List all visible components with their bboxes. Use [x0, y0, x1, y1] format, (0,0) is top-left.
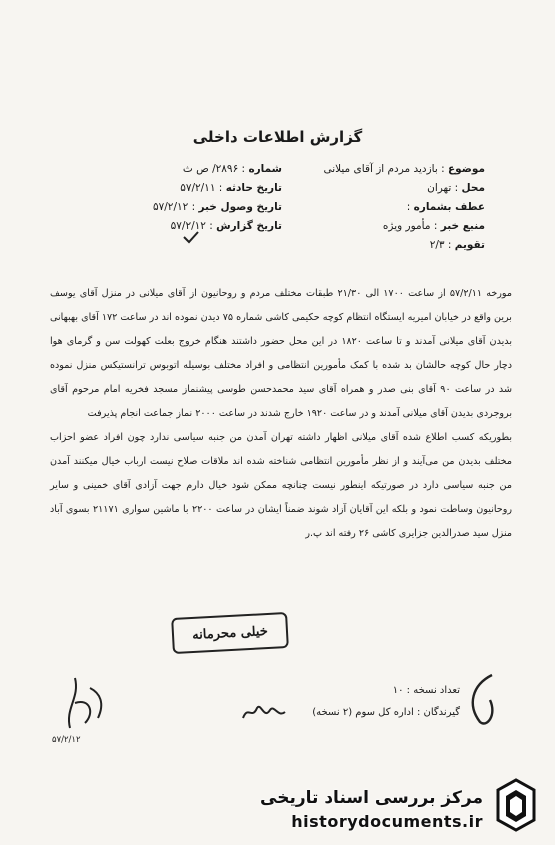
handwritten-tick	[182, 230, 200, 244]
classification-stamp-text: خیلی محرمانه	[191, 623, 269, 643]
report-paragraph-2: بطوریکه کسب اطلاع شده آقای میلانی اظهار داشته تهران آمدن من جنبه سیاسی ندارد چون افراد عضو احزاب مختلف بدیدن من می‌آیند و از نظر مأمورین انتظامی شناخته شده اند ملاقات صلاح نیست ارباب خیال میکنند آمدن من جنبه سیاسی دارد در صورتیکه اینطور نیست چنانچه ممکن شود خیال دارم جهت آزادی آقای خمینی و سایر روحانیون وساطت نمود و بلکه این آقایان آزاد شوند ضمناً ایشان در ساعت ۲۲۰۰ با ماشین سواری ۲۱۱۷۱ بسوی آباد منزل سید صدرالدین جزایری کاشی ۲۶ رفته اند پ.ر	[50, 432, 512, 539]
rating-label: تقویم	[454, 239, 485, 251]
archive-logo-icon	[492, 776, 540, 834]
header-subject-row: موضوع : بازدید مردم از آقای میلانی	[323, 163, 485, 175]
incident-date-label: تاریخ حادثه	[225, 182, 282, 194]
header-rating-row: تقویم : ۲/۳	[429, 239, 485, 251]
header-reference-row: عطف بشماره :	[406, 201, 485, 213]
recipients-label: گیرندگان	[423, 707, 460, 718]
report-paragraph-1: مورخه ۵۷/۲/۱۱ از ساعت ۱۷۰۰ الی ۲۱/۳۰ طبقات مختلف مردم و روحانیون از آقای میلانی در منزل آقای یوسف برین واقع در خیابان امیریه ایستگاه انتظام کوچه حکیمی کاشی شماره ۷۵ دیدن نموده اند در ساعت ۱۷۲ آقای بهبهانی بدیدن آقای میلانی آمدند و تا ساعت ۱۸۲۰ در این محل حضور داشتند هنگام خروج بعلت کهولت سن و گرمای هوا دچار حال کوچه حالشان بد شده با کمک مأمورین انتظامی و افراد مختلف بوسیله اتوبوس ترانستیکس منزل نموده شد در ساعت ۹۰ آقای بنی صدر و همراه آقای سید محمدحسن طوسی پیشنماز مسجد فخریه امام مرحوم آقای بروجردی بدیدن آقای میلانی آمدند و در ساعت ۱۹۲۰ خارج شدند در ساعت ۲۰۰۰ نماز جماعت انجام پذیرفت	[50, 288, 513, 419]
recipients-row: گیرندگان : اداره کل سوم (۲ نسخه)	[312, 707, 460, 718]
received-date-label: تاریخ وصول خبر	[198, 201, 282, 213]
rating-value: ۲/۳	[429, 239, 445, 251]
source-value: مأمور ویژه	[382, 220, 431, 232]
archive-url[interactable]: historydocuments.ir	[291, 812, 483, 831]
number-value: ۲۸۹۶/ ص ث	[182, 163, 239, 175]
reference-label: عطف بشماره	[413, 201, 485, 213]
incident-date-value: ۵۷/۲/۱۱	[180, 182, 216, 194]
header-incident-date-row: تاریخ حادثه : ۵۷/۲/۱۱	[180, 182, 282, 194]
document-title: گزارش اطلاعات داخلی	[192, 128, 363, 146]
report-body	[50, 282, 512, 546]
location-label: محل	[461, 182, 485, 194]
header-received-date-row: تاریخ وصول خبر : ۵۷/۲/۱۲	[152, 201, 282, 213]
subject-value: بازدید مردم از آقای میلانی	[323, 163, 438, 175]
source-label: منبع خبر	[440, 220, 485, 232]
margin-date-note: ۵۷/۲/۱۲	[52, 735, 81, 745]
header-number-row: شماره : ۲۸۹۶/ ص ث	[182, 163, 282, 175]
copies-label: تعداد نسخه	[413, 685, 460, 696]
received-date-value: ۵۷/۲/۱۲	[152, 201, 189, 213]
handwritten-initials	[240, 700, 290, 725]
location-value: تهران	[427, 182, 452, 194]
header-report-date-row: تاریخ گزارش : ۵۷/۲/۱۲	[170, 220, 282, 232]
report-date-value: ۵۷/۲/۱۲	[170, 220, 206, 232]
report-date-label: تاریخ گزارش	[216, 220, 282, 232]
handwritten-signature-left	[60, 668, 120, 738]
recipients-value: اداره کل سوم (۲ نسخه)	[312, 707, 414, 718]
number-label: شماره	[248, 163, 282, 175]
header-right-block	[255, 160, 485, 255]
handwritten-mark-right	[462, 670, 502, 730]
classification-stamp	[171, 612, 289, 654]
copies-value: ۱۰	[392, 685, 404, 696]
header-source-row: منبع خبر : مأمور ویژه	[382, 220, 485, 232]
subject-label: موضوع	[448, 163, 485, 175]
header-left-block	[52, 160, 282, 236]
copies-row: تعداد نسخه : ۱۰	[392, 685, 460, 696]
header-location-row: محل : تهران	[427, 182, 485, 194]
archive-org-name: مرکز بررسی اسناد تاریخی	[260, 788, 483, 808]
